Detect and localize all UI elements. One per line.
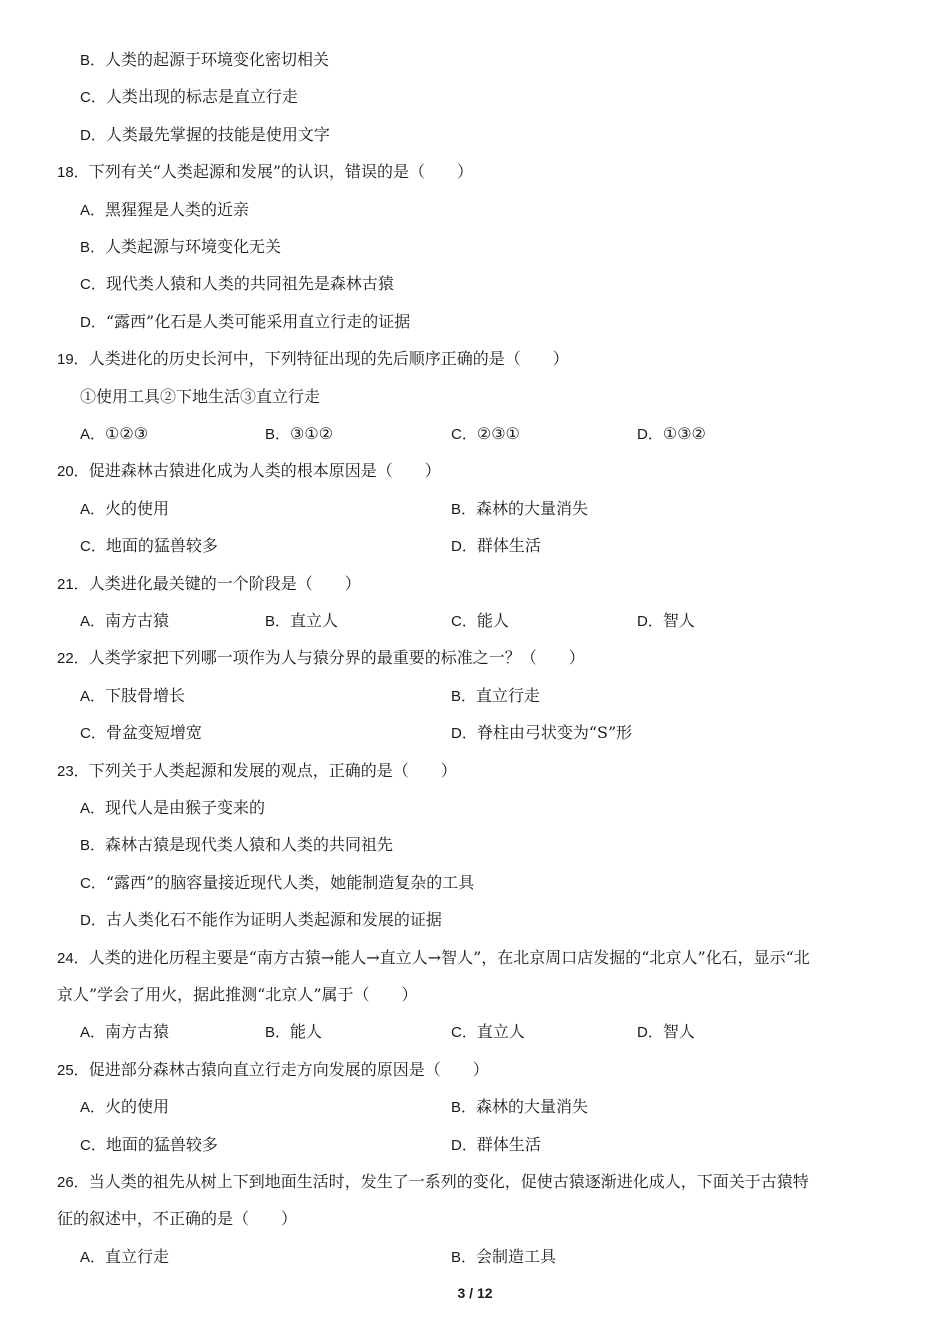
answer-option	[451, 1022, 525, 1043]
answer-option	[451, 1247, 556, 1268]
answer-option	[80, 274, 394, 295]
answer-options-line	[0, 835, 950, 872]
answer-options-line	[0, 686, 950, 723]
option-text: 地面的猛兽较多	[105, 1134, 218, 1154]
option-text: 直立行走	[476, 685, 541, 705]
answer-option	[80, 536, 218, 557]
option-letter: C．	[80, 89, 106, 107]
option-letter: D．	[80, 313, 106, 331]
option-text: 火的使用	[105, 498, 170, 518]
option-text: 火的使用	[105, 1097, 170, 1117]
option-letter: C．	[80, 874, 106, 892]
answer-option	[80, 1135, 218, 1156]
answer-options-line	[0, 312, 950, 349]
answer-option	[80, 686, 185, 707]
option-letter: A．	[80, 1024, 106, 1042]
question-statements: ①使用工具②下地生活③直立行走	[80, 386, 321, 406]
option-letter: B．	[265, 613, 291, 630]
answer-options-line	[0, 611, 950, 648]
option-text: “露西”的脑容量接近现代人类，她能制造复杂的工具	[105, 872, 475, 892]
question-text: 促进森林古猿进化成为人类的根本原因是（ ）	[88, 461, 441, 481]
answer-options-line	[0, 237, 950, 274]
question-number: 19．	[57, 351, 89, 369]
option-text: 智人	[662, 1022, 695, 1042]
option-letter: C．	[80, 276, 106, 294]
question-stem-line	[0, 761, 950, 798]
answer-option	[265, 424, 333, 445]
option-letter: B．	[451, 687, 477, 705]
option-text: 下肢骨增长	[105, 685, 186, 705]
question-text: 当人类的祖先从树上下到地面生活时，发生了一系列的变化，促使古猿逐渐进化成人，下面关于古猿特	[88, 1172, 809, 1191]
option-text: 骨盆变短增宽	[105, 723, 202, 743]
answer-options-line	[0, 499, 950, 536]
answer-options-line	[0, 1247, 950, 1284]
answer-option	[80, 910, 442, 931]
answer-option	[265, 1022, 322, 1043]
answer-option	[80, 1247, 169, 1268]
question-number: 24．	[57, 949, 89, 967]
answer-option	[451, 723, 632, 744]
option-text: 智人	[662, 611, 695, 630]
answer-options-line	[0, 50, 950, 87]
option-text: ①③②	[662, 424, 706, 443]
option-letter: C．	[80, 725, 106, 743]
option-text: 人类出现的标志是直立行走	[105, 87, 298, 107]
question-statement-line	[0, 387, 950, 424]
option-letter: C．	[451, 613, 477, 630]
option-text: 群体生活	[476, 1134, 541, 1154]
question-text-continuation: 京人”学会了用火，据此推测“北京人”属于（ ）	[57, 985, 418, 1004]
question-stem-line	[0, 349, 950, 386]
option-text: ②③①	[476, 424, 520, 443]
option-letter: B．	[451, 500, 477, 518]
question-stem	[57, 349, 890, 370]
option-text: 森林的大量消失	[476, 1097, 589, 1117]
option-letter: D．	[80, 912, 106, 930]
question-number: 20．	[57, 463, 89, 481]
question-text: 下列有关“人类起源和发展”的认识，错误的是（ ）	[88, 162, 474, 182]
option-letter: B．	[80, 239, 106, 256]
option-letter: A．	[80, 613, 106, 630]
question-stem-line	[0, 948, 950, 985]
option-text: 脊柱由弓状变为“S”形	[476, 723, 633, 743]
answer-option	[80, 1022, 169, 1043]
question-stem	[57, 1060, 890, 1081]
option-letter: B．	[265, 426, 291, 443]
answer-option	[451, 499, 588, 520]
answer-option	[451, 536, 541, 557]
answer-option	[451, 424, 520, 445]
option-text: 南方古猿	[105, 1022, 170, 1042]
option-letter: A．	[80, 800, 106, 817]
option-text: 森林的大量消失	[476, 498, 589, 518]
answer-options-line	[0, 723, 950, 760]
option-text: 能人	[290, 1022, 323, 1042]
option-letter: A．	[80, 201, 106, 219]
option-text: 群体生活	[476, 536, 541, 556]
answer-options-line	[0, 873, 950, 910]
answer-options-line	[0, 536, 950, 573]
option-text: 人类的起源于环境变化密切相关	[105, 50, 330, 69]
answer-options-line	[0, 274, 950, 311]
option-text: 黑猩猩是人类的近亲	[105, 199, 250, 219]
option-letter: A．	[80, 1099, 106, 1117]
question-number: 18．	[57, 164, 89, 182]
option-letter: D．	[451, 725, 477, 743]
answer-option	[265, 611, 338, 632]
option-letter: A．	[80, 426, 106, 443]
question-text: 人类进化的历史长河中，下列特征出现的先后顺序正确的是（ ）	[88, 349, 569, 369]
question-stem-line	[0, 461, 950, 498]
option-letter: D．	[451, 538, 477, 556]
question-number: 25．	[57, 1061, 89, 1079]
answer-options-line	[0, 125, 950, 162]
option-text: 能人	[476, 611, 509, 630]
answer-option	[80, 1097, 169, 1118]
option-letter: D．	[637, 1024, 663, 1042]
option-letter: C．	[451, 426, 477, 443]
answer-option	[80, 873, 474, 894]
question-text-continuation: 征的叙述中，不正确的是（ ）	[57, 1209, 298, 1229]
answer-options-line	[0, 1097, 950, 1134]
question-number: 26．	[57, 1174, 89, 1191]
question-stem	[57, 761, 890, 782]
answer-options-line	[0, 424, 950, 461]
answer-option	[451, 1135, 541, 1156]
question-number: 21．	[57, 575, 89, 593]
question-stem	[57, 574, 890, 595]
option-letter: D．	[451, 1136, 477, 1154]
answer-options-line	[0, 1022, 950, 1059]
question-stem-continuation-line	[0, 1209, 950, 1246]
question-text: 下列关于人类起源和发展的观点，正确的是（ ）	[88, 760, 457, 780]
answer-option	[80, 200, 249, 221]
answer-option	[80, 798, 265, 819]
option-letter: B．	[80, 52, 106, 69]
answer-option	[80, 424, 148, 445]
answer-options-line	[0, 1135, 950, 1172]
answer-option	[637, 424, 706, 445]
option-letter: B．	[80, 837, 106, 855]
option-text: 现代类人猿和人类的共同祖先是森林古猿	[105, 274, 394, 294]
option-text: 古人类化石不能作为证明人类起源和发展的证据	[105, 910, 442, 930]
answer-option	[80, 723, 202, 744]
answer-option	[637, 611, 695, 632]
option-letter: D．	[637, 613, 663, 630]
answer-options-line	[0, 798, 950, 835]
answer-option	[80, 50, 329, 71]
option-text: 人类起源与环境变化无关	[105, 237, 282, 256]
question-stem-line	[0, 574, 950, 611]
option-letter: D．	[637, 426, 663, 443]
option-letter: A．	[80, 687, 106, 705]
option-letter: C．	[80, 1136, 106, 1154]
answer-option	[80, 499, 169, 520]
option-letter: C．	[80, 538, 106, 556]
option-text: 人类最先掌握的技能是使用文字	[105, 124, 330, 144]
question-text: 人类进化最关键的一个阶段是（ ）	[88, 573, 361, 593]
option-text: ③①②	[290, 424, 334, 443]
option-text: 森林古猿是现代类人猿和人类的共同祖先	[105, 835, 394, 855]
option-text: “露西”化石是人类可能采用直立行走的证据	[105, 311, 411, 331]
page-number: 3 / 12	[457, 1285, 493, 1301]
question-number: 23．	[57, 762, 89, 780]
answer-option	[80, 87, 298, 108]
option-letter: B．	[265, 1024, 291, 1042]
option-text: 会制造工具	[476, 1246, 557, 1266]
question-stem-continuation-line	[0, 985, 950, 1022]
option-letter: D．	[80, 126, 106, 144]
answer-options-line	[0, 200, 950, 237]
question-text: 人类学家把下列哪一项作为人与猿分界的最重要的标准之一？（ ）	[88, 648, 585, 668]
question-stem	[57, 1172, 890, 1193]
question-number: 22．	[57, 650, 89, 668]
option-text: 直立人	[290, 611, 339, 630]
option-letter: C．	[451, 1024, 477, 1042]
question-text: 人类的进化历程主要是“南方古猿→能人→直立人→智人”，在北京周口店发掘的“北京人”化石，显示“北	[88, 947, 810, 967]
answer-option	[80, 237, 281, 258]
option-text: 地面的猛兽较多	[105, 536, 218, 556]
option-text: ①②③	[105, 424, 149, 443]
answer-option	[451, 686, 540, 707]
question-stem-line	[0, 1060, 950, 1097]
option-text: 现代人是由猴子变来的	[105, 798, 266, 817]
option-text: 直立行走	[105, 1246, 170, 1266]
answer-option	[80, 611, 169, 632]
question-stem	[57, 461, 890, 482]
answer-option	[451, 611, 509, 632]
option-text: 南方古猿	[105, 611, 170, 630]
question-stem	[57, 162, 890, 183]
option-letter: B．	[451, 1099, 477, 1117]
option-letter: A．	[80, 500, 106, 518]
question-stem	[57, 948, 890, 969]
answer-option	[451, 1097, 588, 1118]
answer-option	[637, 1022, 695, 1043]
answer-options-line	[0, 910, 950, 947]
option-text: 直立人	[476, 1022, 525, 1042]
question-stem-line	[0, 162, 950, 199]
question-text: 促进部分森林古猿向直立行走方向发展的原因是（ ）	[88, 1059, 489, 1079]
question-stem-line	[0, 1172, 950, 1209]
option-letter: B．	[451, 1248, 477, 1266]
answer-option	[80, 125, 330, 146]
answer-option	[80, 312, 410, 333]
question-stem-line	[0, 648, 950, 685]
question-stem	[57, 648, 890, 669]
answer-option	[80, 835, 393, 856]
answer-options-line	[0, 87, 950, 124]
option-letter: A．	[80, 1248, 106, 1266]
